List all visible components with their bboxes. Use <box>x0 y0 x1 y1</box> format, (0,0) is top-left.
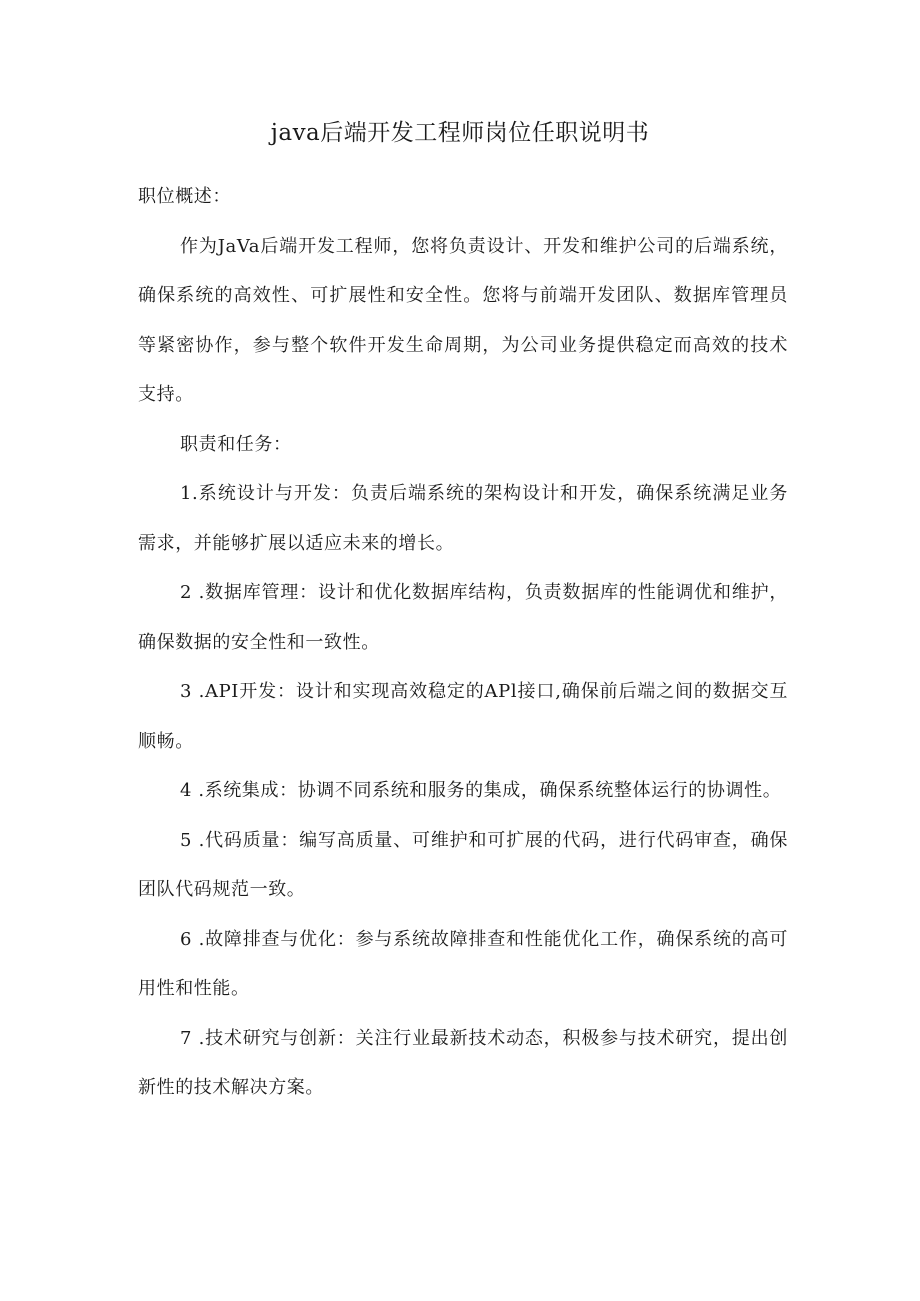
overview-heading: 职位概述： <box>138 186 231 207</box>
document-body <box>138 172 788 1113</box>
duty-item-6: 6 .故障排查与优化：参与系统故障排查和性能优化工作，确保系统的高可用性和性能。 <box>138 928 788 999</box>
overview-paragraph: 作为JaVa后端开发工程师，您将负责设计、开发和维护公司的后端系统，确保系统的高效性、可扩展性和安全性。您将与前端开发团队、数据库管理员等紧密协作，参与整个软件开发生命周期，为公司业务提供稳定而高效的技术支持。 <box>138 235 788 405</box>
document-title: java后端开发工程师岗位任职说明书 <box>270 120 650 146</box>
duty-item-3: 3 .API开发：设计和实现高效稳定的APl接口,确保前后端之间的数据交互顺畅。 <box>138 681 788 752</box>
duty-item-1: 1.系统设计与开发：负责后端系统的架构设计和开发，确保系统满足业务需求，并能够扩展以适应未来的增长。 <box>138 483 788 554</box>
duty-item-2: 2 .数据库管理：设计和优化数据库结构，负责数据库的性能调优和维护，确保数据的安全性和一致性。 <box>138 582 788 653</box>
duties-heading: 职责和任务： <box>180 433 292 455</box>
duty-item-5: 5 .代码质量：编写高质量、可维护和可扩展的代码，进行代码审查，确保团队代码规范一致。 <box>138 829 788 900</box>
duty-item-4: 4 .系统集成：协调不同系统和服务的集成，确保系统整体运行的协调性。 <box>180 780 782 801</box>
duty-item-7: 7 .技术研究与创新：关注行业最新技术动态，积极参与技术研究，提出创新性的技术解决方案。 <box>138 1027 788 1098</box>
